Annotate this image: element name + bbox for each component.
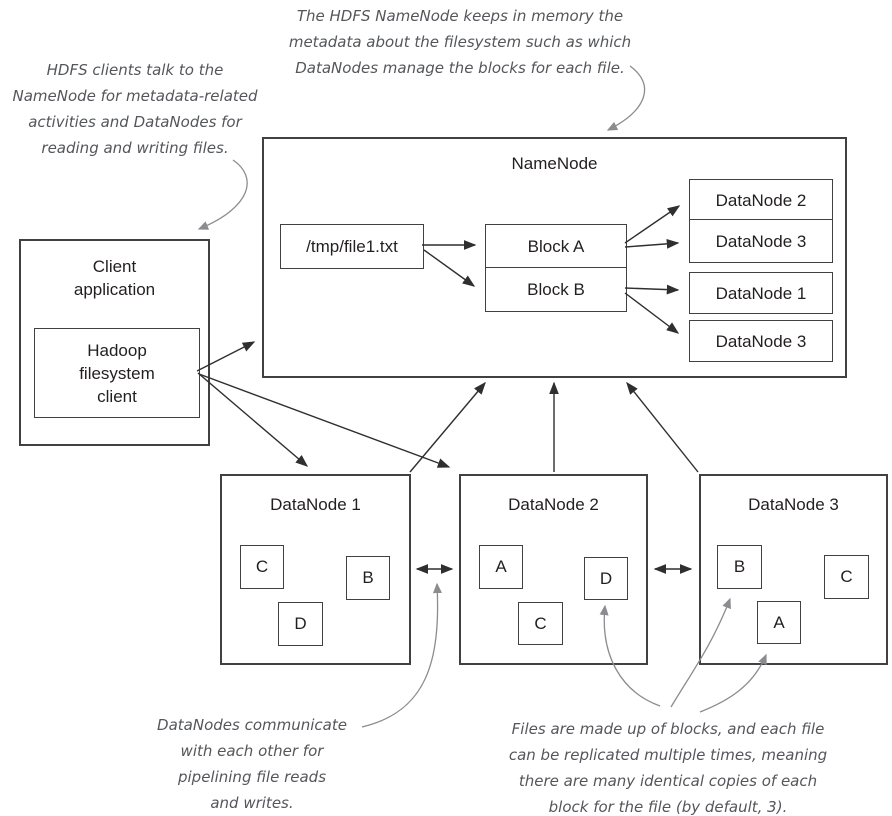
- note-line: and writes.: [210, 794, 294, 812]
- datanode1-box: [220, 474, 411, 665]
- note-line: with each other for: [180, 742, 324, 760]
- note-line: there are many identical copies of each: [518, 772, 818, 790]
- note-line: Files are made up of blocks, and each file: [511, 720, 825, 738]
- arrow-client-to-datanode2: [199, 374, 449, 467]
- datanode3-title: DataNode 3: [748, 495, 839, 514]
- arrow-datanode3-to-namenode: [627, 383, 698, 472]
- replica-box-datanode3-a: [689, 219, 833, 263]
- note-datanodes-communicate: [146, 712, 358, 816]
- datanode2-box: [459, 474, 648, 665]
- client-inner-line: Hadoop: [87, 340, 147, 360]
- block-a-box: [485, 224, 627, 269]
- client-title-line: application: [73, 280, 156, 299]
- datanode2-block-d: D: [584, 557, 628, 600]
- datanode1-block-b: B: [346, 556, 390, 600]
- file-path-label: /tmp/file1.txt: [306, 237, 398, 256]
- note-line: DataNodes communicate: [157, 716, 347, 734]
- datanode3-block-b: B: [717, 545, 762, 589]
- note-arrow-to-client-box: [199, 160, 247, 229]
- client-application-title: [21, 255, 208, 301]
- block-b-box: [485, 267, 627, 312]
- block-b-label: Block B: [527, 280, 585, 299]
- note-clients-talk: [8, 57, 262, 161]
- client-inner-line: filesystem: [79, 363, 155, 383]
- replica-label: DataNode 2: [715, 190, 807, 210]
- client-title-line: Client: [92, 257, 137, 276]
- note-line: can be replicated multiple times, meaning: [508, 746, 828, 764]
- note-line: DataNodes manage the blocks for each file.: [295, 59, 625, 77]
- client-application-box: [19, 239, 210, 446]
- note-namenode-memory: [280, 3, 640, 81]
- replica-box-datanode2: [689, 179, 833, 221]
- hadoop-filesystem-client-label: [35, 329, 199, 417]
- replica-label: DataNode 1: [715, 283, 807, 303]
- datanode3-box: [699, 474, 888, 665]
- note-line: NameNode for metadata-related: [12, 87, 258, 105]
- note-line: pipelining file reads: [177, 768, 327, 786]
- arrow-datanode1-to-namenode: [410, 383, 485, 472]
- arrow-client-to-datanode1: [198, 373, 307, 466]
- client-inner-line: client: [97, 386, 137, 406]
- replica-box-datanode3-b: [689, 320, 833, 362]
- file-path-box: [280, 224, 424, 269]
- datanode2-title: DataNode 2: [508, 495, 599, 514]
- datanode1-title: DataNode 1: [270, 495, 361, 514]
- datanode2-block-a: A: [479, 545, 523, 589]
- note-line: HDFS clients talk to the: [46, 61, 224, 79]
- note-line: The HDFS NameNode keeps in memory the: [296, 7, 624, 25]
- datanode1-block-d: D: [278, 602, 323, 646]
- note-line: activities and DataNodes for: [28, 113, 242, 131]
- replica-label: DataNode 3: [715, 231, 807, 251]
- namenode-box: [262, 137, 847, 378]
- replica-label: DataNode 3: [715, 331, 807, 351]
- note-line: block for the file (by default, 3).: [548, 798, 788, 816]
- datanode3-block-a: A: [757, 601, 801, 644]
- replica-box-datanode1: [689, 272, 833, 314]
- datanode1-block-c: C: [240, 545, 284, 589]
- hadoop-filesystem-client-box: [34, 328, 200, 418]
- datanode3-block-c: C: [824, 555, 869, 599]
- note-line: reading and writing files.: [41, 139, 229, 157]
- note-blocks-replication: [496, 716, 840, 816]
- datanode2-block-c: C: [518, 602, 563, 645]
- note-line: metadata about the filesystem such as which: [288, 33, 632, 51]
- namenode-title: NameNode: [511, 154, 598, 173]
- block-a-label: Block A: [527, 237, 585, 256]
